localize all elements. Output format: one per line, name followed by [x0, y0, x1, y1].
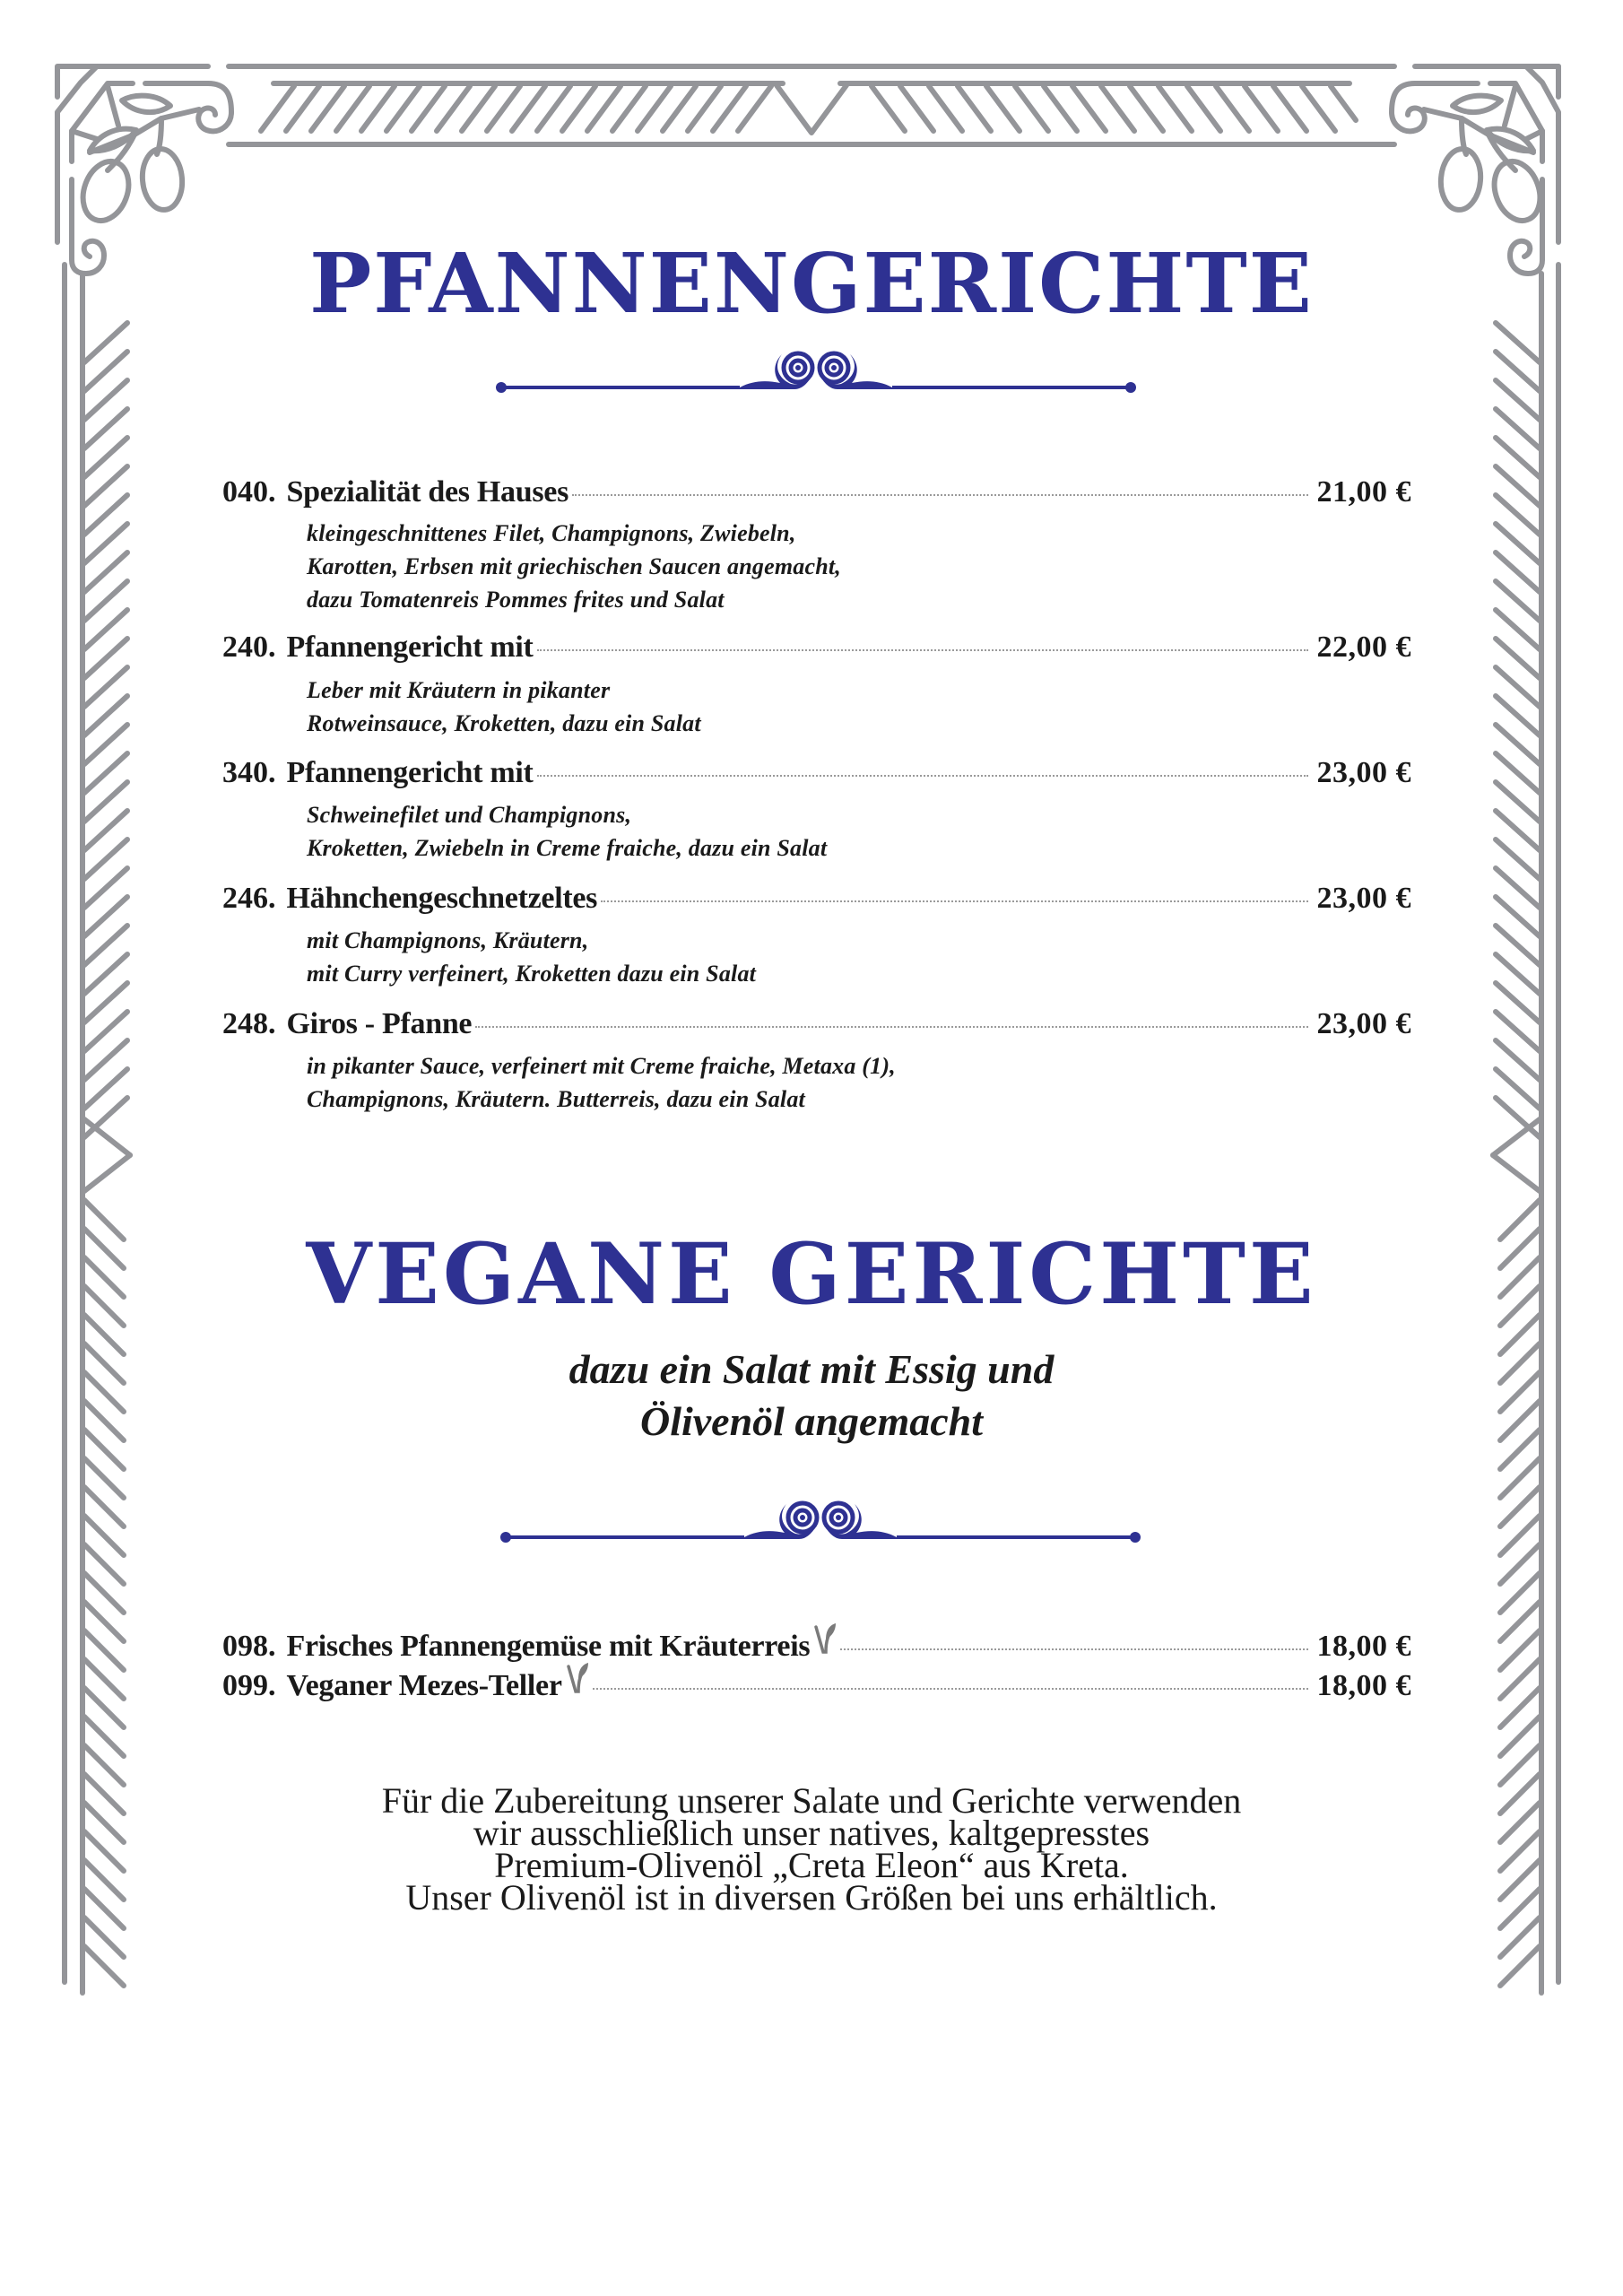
item-name: Frisches Pfannengemüse mit Kräuterreis: [286, 1630, 811, 1663]
note-line: Premium-Olivenöl „Creta Eleon“ aus Kreta.: [494, 1845, 1129, 1885]
ornamental-divider: [498, 1491, 1143, 1553]
item-price: 23,00 €: [1316, 1007, 1411, 1040]
dotted-leader: [593, 1688, 1308, 1690]
dotted-leader: [601, 900, 1307, 902]
item-number: 248.: [222, 1007, 276, 1040]
item-description-line: mit Curry verfeinert, Kroketten dazu ein Salat: [307, 961, 757, 987]
item-price: 18,00 €: [1316, 1630, 1411, 1663]
item-price: 18,00 €: [1316, 1669, 1411, 1702]
item-description-line: Kroketten, Zwiebeln in Creme fraiche, dazu ein Salat: [307, 835, 828, 861]
menu-item: [222, 1622, 1411, 1661]
dotted-leader: [475, 1026, 1307, 1028]
item-name: Pfannengericht mit: [286, 631, 534, 664]
dotted-leader: [537, 649, 1308, 651]
note-line: wir ausschließlich unser natives, kaltgepresstes: [473, 1813, 1150, 1853]
item-price: 22,00 €: [1316, 631, 1411, 664]
vegan-leaf-icon: [566, 1661, 589, 1695]
menu-item: [222, 1661, 1411, 1700]
item-description-line: mit Champignons, Kräutern,: [307, 927, 589, 953]
item-number: 246.: [222, 882, 276, 915]
item-description-line: kleingeschnittenes Filet, Champignons, Zwiebeln,: [307, 520, 796, 546]
item-price: 23,00 €: [1316, 756, 1411, 789]
menu-item: [222, 631, 1411, 670]
item-name: Spezialität des Hauses: [286, 475, 569, 509]
item-number: 240.: [222, 631, 276, 664]
item-price: 23,00 €: [1316, 882, 1411, 915]
menu-item: [222, 475, 1411, 515]
section-subtitle-line: Ölivenöl angemacht: [639, 1398, 984, 1444]
item-name: Giros - Pfanne: [286, 1007, 473, 1040]
menu-item: [222, 756, 1411, 796]
menu-item: [222, 1007, 1411, 1047]
item-description-line: Karotten, Erbsen mit griechischen Saucen angemacht,: [307, 553, 841, 579]
item-description-line: Leber mit Kräutern in pikanter: [307, 677, 611, 703]
section-title-vegane-gerichte: VEGANE GERICHTE: [306, 1225, 1317, 1324]
item-number: 098.: [222, 1630, 276, 1663]
item-description-line: Rotweinsauce, Kroketten, dazu ein Salat: [307, 710, 701, 736]
item-description-line: Champignons, Kräutern. Butterreis, dazu ein Salat: [307, 1086, 805, 1112]
item-number: 040.: [222, 475, 276, 509]
item-description-line: dazu Tomatenreis Pommes frites und Salat: [307, 587, 725, 613]
item-name: Pfannengericht mit: [286, 756, 534, 789]
item-name: Hähnchengeschnetzeltes: [286, 882, 598, 915]
section-subtitle-line: dazu ein Salat mit Essig und: [568, 1346, 1055, 1392]
menu-item: [222, 882, 1411, 921]
item-name: Veganer Mezes-Teller: [286, 1669, 562, 1702]
item-price: 21,00 €: [1316, 475, 1411, 509]
dotted-leader: [572, 494, 1307, 496]
item-description-line: Schweinefilet und Champignons,: [307, 802, 632, 828]
ornamental-divider: [493, 341, 1139, 404]
note-line: Unser Olivenöl ist in diversen Größen bei uns erhältlich.: [405, 1877, 1218, 1918]
section-title-pfannengerichte: PFANNENGERICHTE: [309, 235, 1314, 332]
item-number: 099.: [222, 1669, 276, 1702]
dotted-leader: [537, 775, 1308, 777]
item-number: 340.: [222, 756, 276, 789]
vegan-leaf-icon: [813, 1622, 837, 1656]
note-line: Für die Zubereitung unserer Salate und Gerichte verwenden: [381, 1780, 1242, 1821]
item-description-line: in pikanter Sauce, verfeinert mit Creme fraiche, Metaxa (1),: [307, 1053, 896, 1079]
dotted-leader: [840, 1648, 1307, 1650]
